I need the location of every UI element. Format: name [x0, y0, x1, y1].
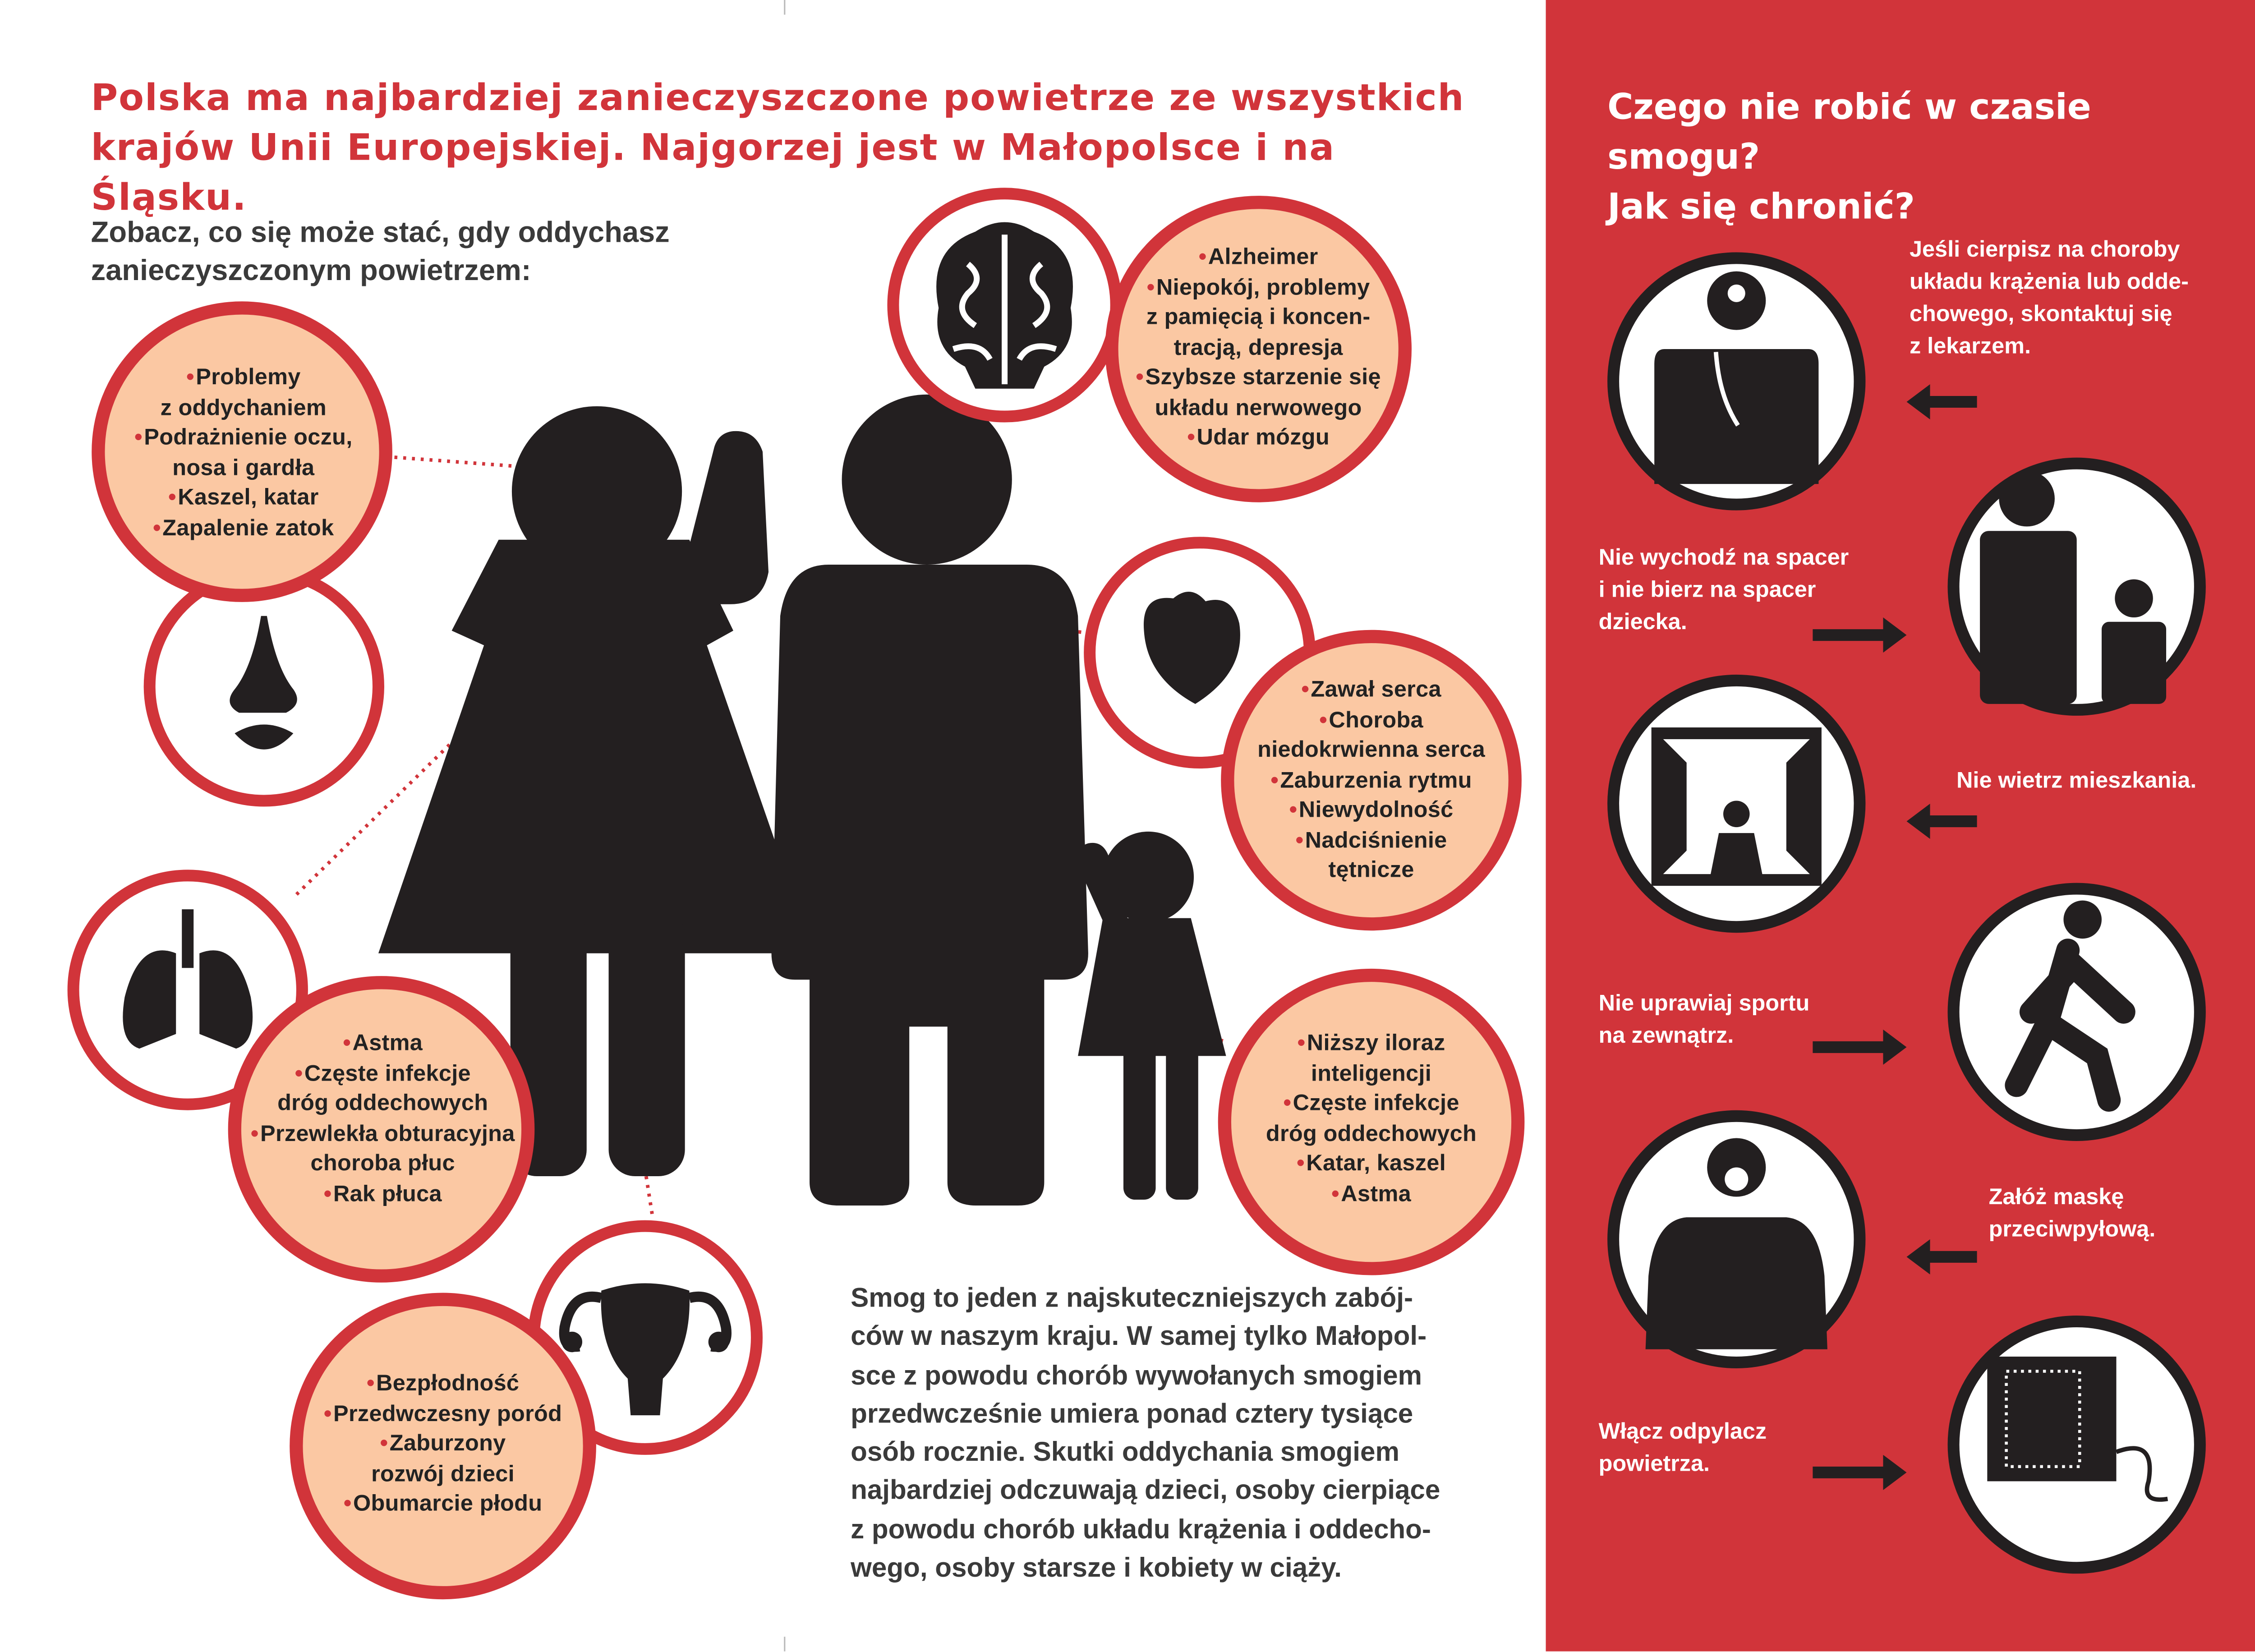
- man-figure: [771, 395, 1088, 1206]
- bubble-item: • Udar mózgu: [1126, 424, 1390, 454]
- subtitle-line: Zobacz, co się może stać, gdy oddychasz: [91, 217, 670, 249]
- headline: [91, 74, 1499, 223]
- bubble-item: nosa i gardła: [172, 455, 315, 480]
- adult-child-icon: [1954, 464, 2200, 710]
- bubble-child: [1239, 1030, 1503, 1210]
- bubble-item: • Niepokój, problemy: [1126, 273, 1390, 304]
- tip-line: dziecka.: [1598, 610, 1687, 635]
- paragraph-line: ców w naszym kraju. W samej tylko Małopol-: [851, 1320, 1427, 1351]
- tip-window: [1956, 765, 2196, 798]
- bubble-brain: [1126, 244, 1390, 454]
- bubble-lungs: [246, 1030, 519, 1210]
- tip-line: Nie wietrz mieszkania.: [1956, 768, 2197, 794]
- brain-icon: [893, 193, 1116, 416]
- bubble-item: tracją, depresja: [1174, 335, 1343, 360]
- subtitle-line: zanieczyszczonym powietrzem:: [91, 255, 531, 288]
- bubble-item: • Katar, kaszel: [1239, 1150, 1503, 1180]
- bubble-item: układu nerwowego: [1155, 395, 1362, 420]
- bubble-item: • Obumarcie płodu: [311, 1490, 575, 1520]
- bubble-item: • Przewlekła obturacyjna: [246, 1120, 519, 1150]
- bubble-item: • Zaburzony: [311, 1430, 575, 1460]
- tip-line: przeciwpyłową.: [1988, 1217, 2156, 1242]
- bubble-item: • Zapalenie zatok: [120, 514, 367, 544]
- bubble-heart: [1239, 676, 1503, 887]
- tip-line: chowego, skontaktuj się: [1909, 302, 2172, 327]
- panel-heading: [1607, 82, 2253, 232]
- tip-line: Załóż maskę: [1988, 1185, 2124, 1210]
- paragraph-line: sce z powodu chorób wywołanych smogiem: [851, 1359, 1422, 1390]
- bubble-item: • Szybsze starzenie się: [1126, 364, 1390, 394]
- bubble-item: niedokrwienna serca: [1257, 737, 1485, 763]
- bubble-item: • Problemy: [120, 364, 367, 394]
- paragraph-line: wego, osoby starsze i kobiety w ciąży.: [851, 1551, 1342, 1583]
- tip-sport: [1599, 989, 1810, 1053]
- doctor-icon: [1613, 258, 1859, 504]
- tip-line: na zewnątrz.: [1598, 1023, 1734, 1049]
- tip-doctor: [1910, 235, 2189, 364]
- bubble-item: dróg oddechowych: [1266, 1121, 1477, 1146]
- paragraph-line: z powodu chorób układu krążenia i oddecho-: [851, 1513, 1431, 1544]
- child-figure: [1077, 832, 1226, 1200]
- air-purifier-icon: [1954, 1321, 2200, 1568]
- headline-line: krajów Unii Europejskiej. Najgorzej jest w Małopolsce i na Śląsku.: [91, 126, 1335, 219]
- paragraph-line: osób rocznie. Skutki oddychania smogiem: [851, 1436, 1399, 1467]
- mask-icon: [1613, 1116, 1859, 1362]
- bubble-item: tętnicze: [1328, 858, 1414, 883]
- bubble-respiratory: [120, 364, 367, 544]
- bubble-item: • Astma: [1239, 1180, 1503, 1210]
- nose-mouth-icon: [150, 572, 378, 801]
- walking-icon: [1954, 889, 2200, 1135]
- bubble-item: inteligencji: [1311, 1061, 1432, 1086]
- bubble-item: • Zawał serca: [1239, 676, 1503, 706]
- panel-heading-line: Czego nie robić w czasie smogu?: [1607, 86, 2091, 178]
- tip-line: układu krążenia lub odde-: [1909, 270, 2189, 295]
- bubble-item: • Niższy iloraz: [1239, 1030, 1503, 1060]
- bubble-item: z pamięcią i koncen-: [1146, 305, 1371, 330]
- bubble-item: • Bezpłodność: [311, 1370, 575, 1400]
- bubble-item: • Zaburzenia rytmu: [1239, 766, 1503, 796]
- headline-line: Polska ma najbardziej zanieczyszczone powietrze ze wszystkich: [91, 76, 1465, 119]
- paragraph-line: przedwcześnie umiera ponad cztery tysiące: [851, 1397, 1413, 1428]
- smog-paragraph: [851, 1279, 1510, 1588]
- bubble-item: • Alzheimer: [1126, 244, 1390, 274]
- tip-line: Włącz odpylacz: [1598, 1419, 1767, 1445]
- bubble-item: z oddychaniem: [160, 395, 327, 420]
- bubble-item: • Niewydolność: [1239, 796, 1503, 827]
- tip-line: Jeśli cierpisz na choroby: [1909, 237, 2180, 263]
- bubble-item: choroba płuc: [310, 1151, 455, 1177]
- paragraph-line: najbardziej odczuwają dzieci, osoby cierpiące: [851, 1474, 1440, 1506]
- tip-purifier: [1599, 1417, 1767, 1481]
- paragraph-line: Smog to jeden z najskuteczniejszych zabój-: [851, 1282, 1413, 1313]
- bubble-item: • Choroba: [1239, 706, 1503, 736]
- bubble-item: • Podrażnienie oczu,: [120, 424, 367, 454]
- bubble-item: dróg oddechowych: [277, 1091, 488, 1116]
- bubble-item: • Nadciśnienie: [1239, 826, 1503, 856]
- tip-line: i nie bierz na spacer: [1598, 578, 1816, 603]
- window-icon: [1613, 681, 1859, 927]
- bubble-item: • Rak płuca: [246, 1180, 519, 1210]
- tip-mask: [1989, 1182, 2156, 1247]
- bubble-item: rozwój dzieci: [371, 1461, 515, 1486]
- tip-line: powietrza.: [1598, 1452, 1710, 1477]
- bubble-item: • Przedwczesny poród: [311, 1400, 575, 1430]
- tip-walk: [1599, 543, 1849, 640]
- tip-line: z lekarzem.: [1909, 334, 2031, 359]
- bubble-item: • Częste infekcje: [246, 1059, 519, 1090]
- bubble-pregnancy: [311, 1370, 575, 1520]
- bubble-item: • Częste infekcje: [1239, 1090, 1503, 1120]
- tip-line: Nie wychodź na spacer: [1598, 545, 1849, 571]
- tip-line: Nie uprawiaj sportu: [1598, 991, 1810, 1017]
- subtitle: [91, 214, 722, 290]
- bubble-item: • Kaszel, katar: [120, 484, 367, 514]
- bubble-item: • Astma: [246, 1030, 519, 1060]
- panel-heading-line: Jak się chronić?: [1607, 186, 1915, 228]
